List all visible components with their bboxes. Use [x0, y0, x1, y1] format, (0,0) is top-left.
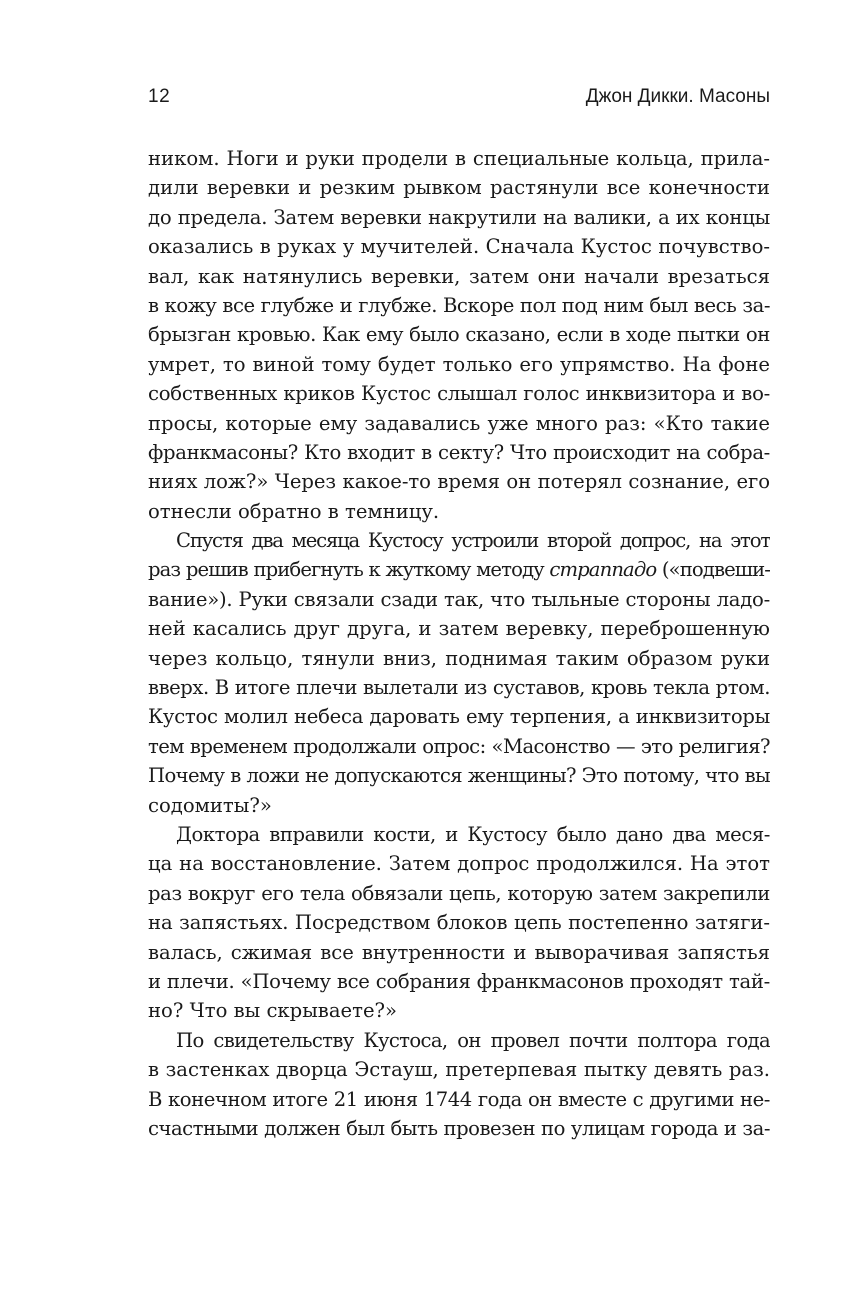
running-title: Джон Дикки. Масоны [585, 86, 770, 107]
text-line: но? Что вы скрываете?» [148, 999, 398, 1023]
text-line: вал, как натянулись веревки, затем они начали врезаться [148, 264, 770, 288]
text-line: счастными должен был быть провезен по улицам города и за- [148, 1116, 770, 1140]
text-segment: («подвеши- [656, 558, 770, 582]
text-line: просы, которые ему задавались уже много раз: «Кто такие [148, 411, 770, 435]
text-line: в кожу все глубже и глубже. Вскоре пол под ним был весь за- [148, 293, 770, 317]
text-line: Кустос молил небеса даровать ему терпения, а инквизиторы [148, 705, 770, 729]
text-line: на запястьях. Посредством блоков цепь постепенно затяги- [148, 911, 770, 935]
text-line: Спустя два месяца Кустосу устроили второй допрос, на этот [176, 529, 770, 553]
text-line: содомиты?» [148, 793, 272, 817]
text-line: ником. Ноги и руки продели в специальные кольца, прила- [148, 147, 770, 170]
text-line: Доктора вправили кости, и Кустосу было дано два меся- [176, 822, 770, 846]
text-line: дили веревки и резким рывком растянули все конечности [148, 176, 770, 200]
text-line: раз вокруг его тела обвязали цепь, которую затем закрепили [148, 881, 770, 905]
page-number: 12 [148, 86, 171, 107]
text-line: до предела. Затем веревки накрутили на валики, а их концы [148, 205, 770, 229]
text-line: и плечи. «Почему все собрания франкмасонов проходят тай- [148, 969, 770, 993]
text-line: умрет, то виной тому будет только его упрямство. На фоне [148, 352, 770, 376]
running-header [148, 86, 770, 114]
emphasis-term: страппадо [549, 558, 657, 582]
text-line: В конечном итоге 21 июня 1744 года он вместе с другими не- [148, 1087, 770, 1111]
text-line: отнесли обратно в темницу. [148, 499, 440, 523]
text-line: собственных криков Кустос слышал голос инквизитора и во- [148, 382, 770, 406]
text-line: через кольцо, тянули вниз, поднимая таким образом руки [148, 646, 770, 670]
text-line: в застенках дворца Эстауш, претерпевая пытку девять раз. [148, 1058, 770, 1082]
text-line: ца на восстановление. Затем допрос продолжился. На этот [148, 852, 770, 876]
text-line: тем временем продолжали опрос: «Масонство — это религия? [148, 734, 770, 758]
text-line: По свидетельству Кустоса, он провел почти полтора года [176, 1028, 770, 1052]
text-line-with-emphasis [148, 555, 770, 584]
body-text [148, 144, 770, 1143]
text-line: ниях лож?» Через какое-то время он потерял сознание, его [148, 470, 770, 494]
text-line: франкмасоны? Кто входит в секту? Что происходит на собра- [148, 440, 770, 464]
text-line: ней касались друг друга, и затем веревку, переброшенную [148, 617, 770, 641]
text-segment: раз решив прибегнуть к жуткому методу [148, 558, 550, 582]
text-line: брызган кровью. Как ему было сказано, если в ходе пытки он [148, 323, 770, 347]
text-line: валась, сжимая все внутренности и выворачивая запястья [148, 940, 770, 964]
text-line: вверх. В итоге плечи вылетали из суставов, кровь текла ртом. [148, 676, 770, 700]
text-line: Почему в ложи не допускаются женщины? Это потому, что вы [148, 764, 770, 788]
text-line: вание»). Руки связали сзади так, что тыльные стороны ладо- [148, 587, 770, 611]
text-line: оказались в руках у мучителей. Сначала Кустос почувство- [148, 235, 770, 259]
